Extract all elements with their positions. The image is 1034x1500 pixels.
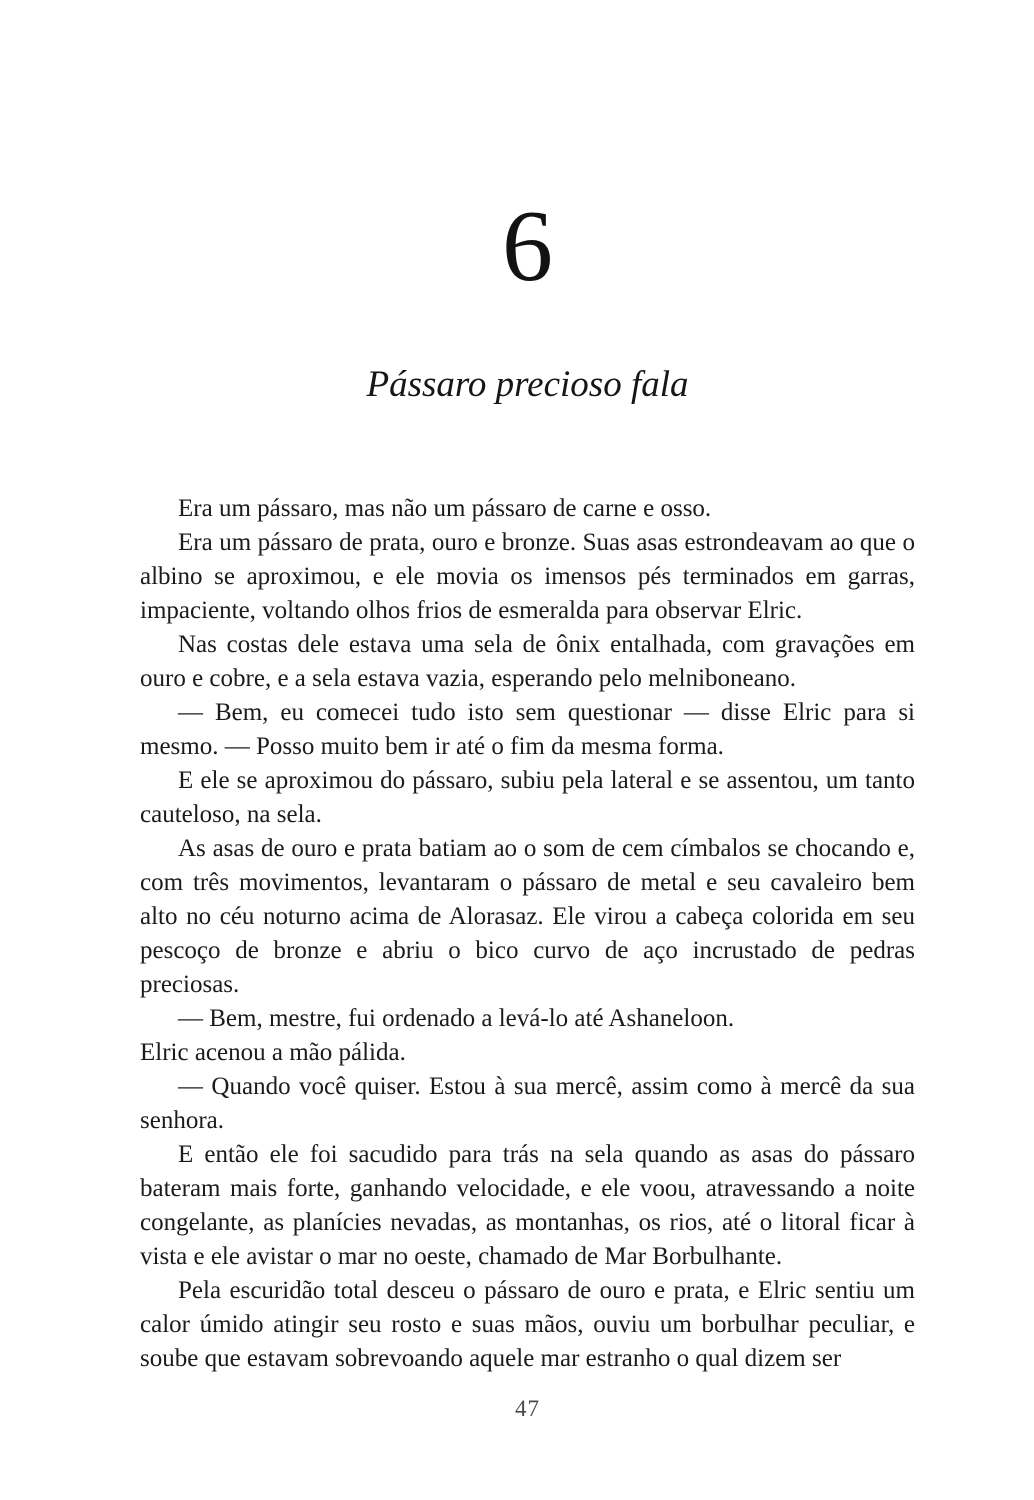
body-paragraph: Era um pássaro de prata, ouro e bronze. Suas asas estrondeavam ao que o albino se aproximou, e ele movia os imensos pés terminados em garras, impaciente, voltando olhos frios de esmeralda para observar Elric. (140, 529, 915, 624)
body-paragraph: Pela escuridão total desceu o pássaro de ouro e prata, e Elric sentiu um calor úmido atingir seu rosto e suas mãos, ouviu um borbulhar peculiar, e soube que estavam sobrevoando aquele mar estranho o qual dizem ser (140, 1277, 915, 1372)
body-paragraph: — Bem, eu comecei tudo isto sem questionar — disse Elric para si mesmo. — Posso muito bem ir até o fim da mesma forma. (140, 699, 915, 760)
body-paragraph: Era um pássaro, mas não um pássaro de carne e osso. (178, 495, 712, 522)
body-paragraph: Nas costas dele estava uma sela de ônix entalhada, com gravações em ouro e cobre, e a sela estava vazia, esperando pelo melniboneano. (140, 631, 915, 692)
chapter-number: 6 (502, 190, 553, 303)
body-text (140, 492, 915, 1376)
body-paragraph: As asas de ouro e prata batiam ao o som de cem címbalos se chocando e, com três movimentos, levantaram o pássaro de metal e seu cavaleiro bem alto no céu noturno acima de Alorasaz. Ele virou a cabeça colorida em seu pescoço de bronze e abriu o bico curvo de aço incrustado de pedras preciosas. (140, 835, 915, 998)
body-paragraph: E ele se aproximou do pássaro, subiu pela lateral e se assentou, um tanto cauteloso, na sela. (140, 767, 915, 828)
body-paragraph: — Quando você quiser. Estou à sua mercê, assim como à mercê da sua senhora. (140, 1073, 915, 1134)
body-paragraph: Elric acenou a mão pálida. (140, 1039, 406, 1066)
page-number: 47 (515, 1396, 540, 1421)
chapter-title: Pássaro precioso fala (366, 364, 689, 405)
body-paragraph: E então ele foi sacudido para trás na sela quando as asas do pássaro bateram mais forte, ganhando velocidade, e ele voou, atravessando a noite congelante, as planícies nevadas, as montanhas, os rios, até o litoral ficar à vista e ele avistar o mar no oeste, chamado de Mar Borbulhante. (140, 1141, 915, 1270)
body-paragraph: — Bem, mestre, fui ordenado a levá-lo até Ashaneloon. (178, 1005, 735, 1032)
